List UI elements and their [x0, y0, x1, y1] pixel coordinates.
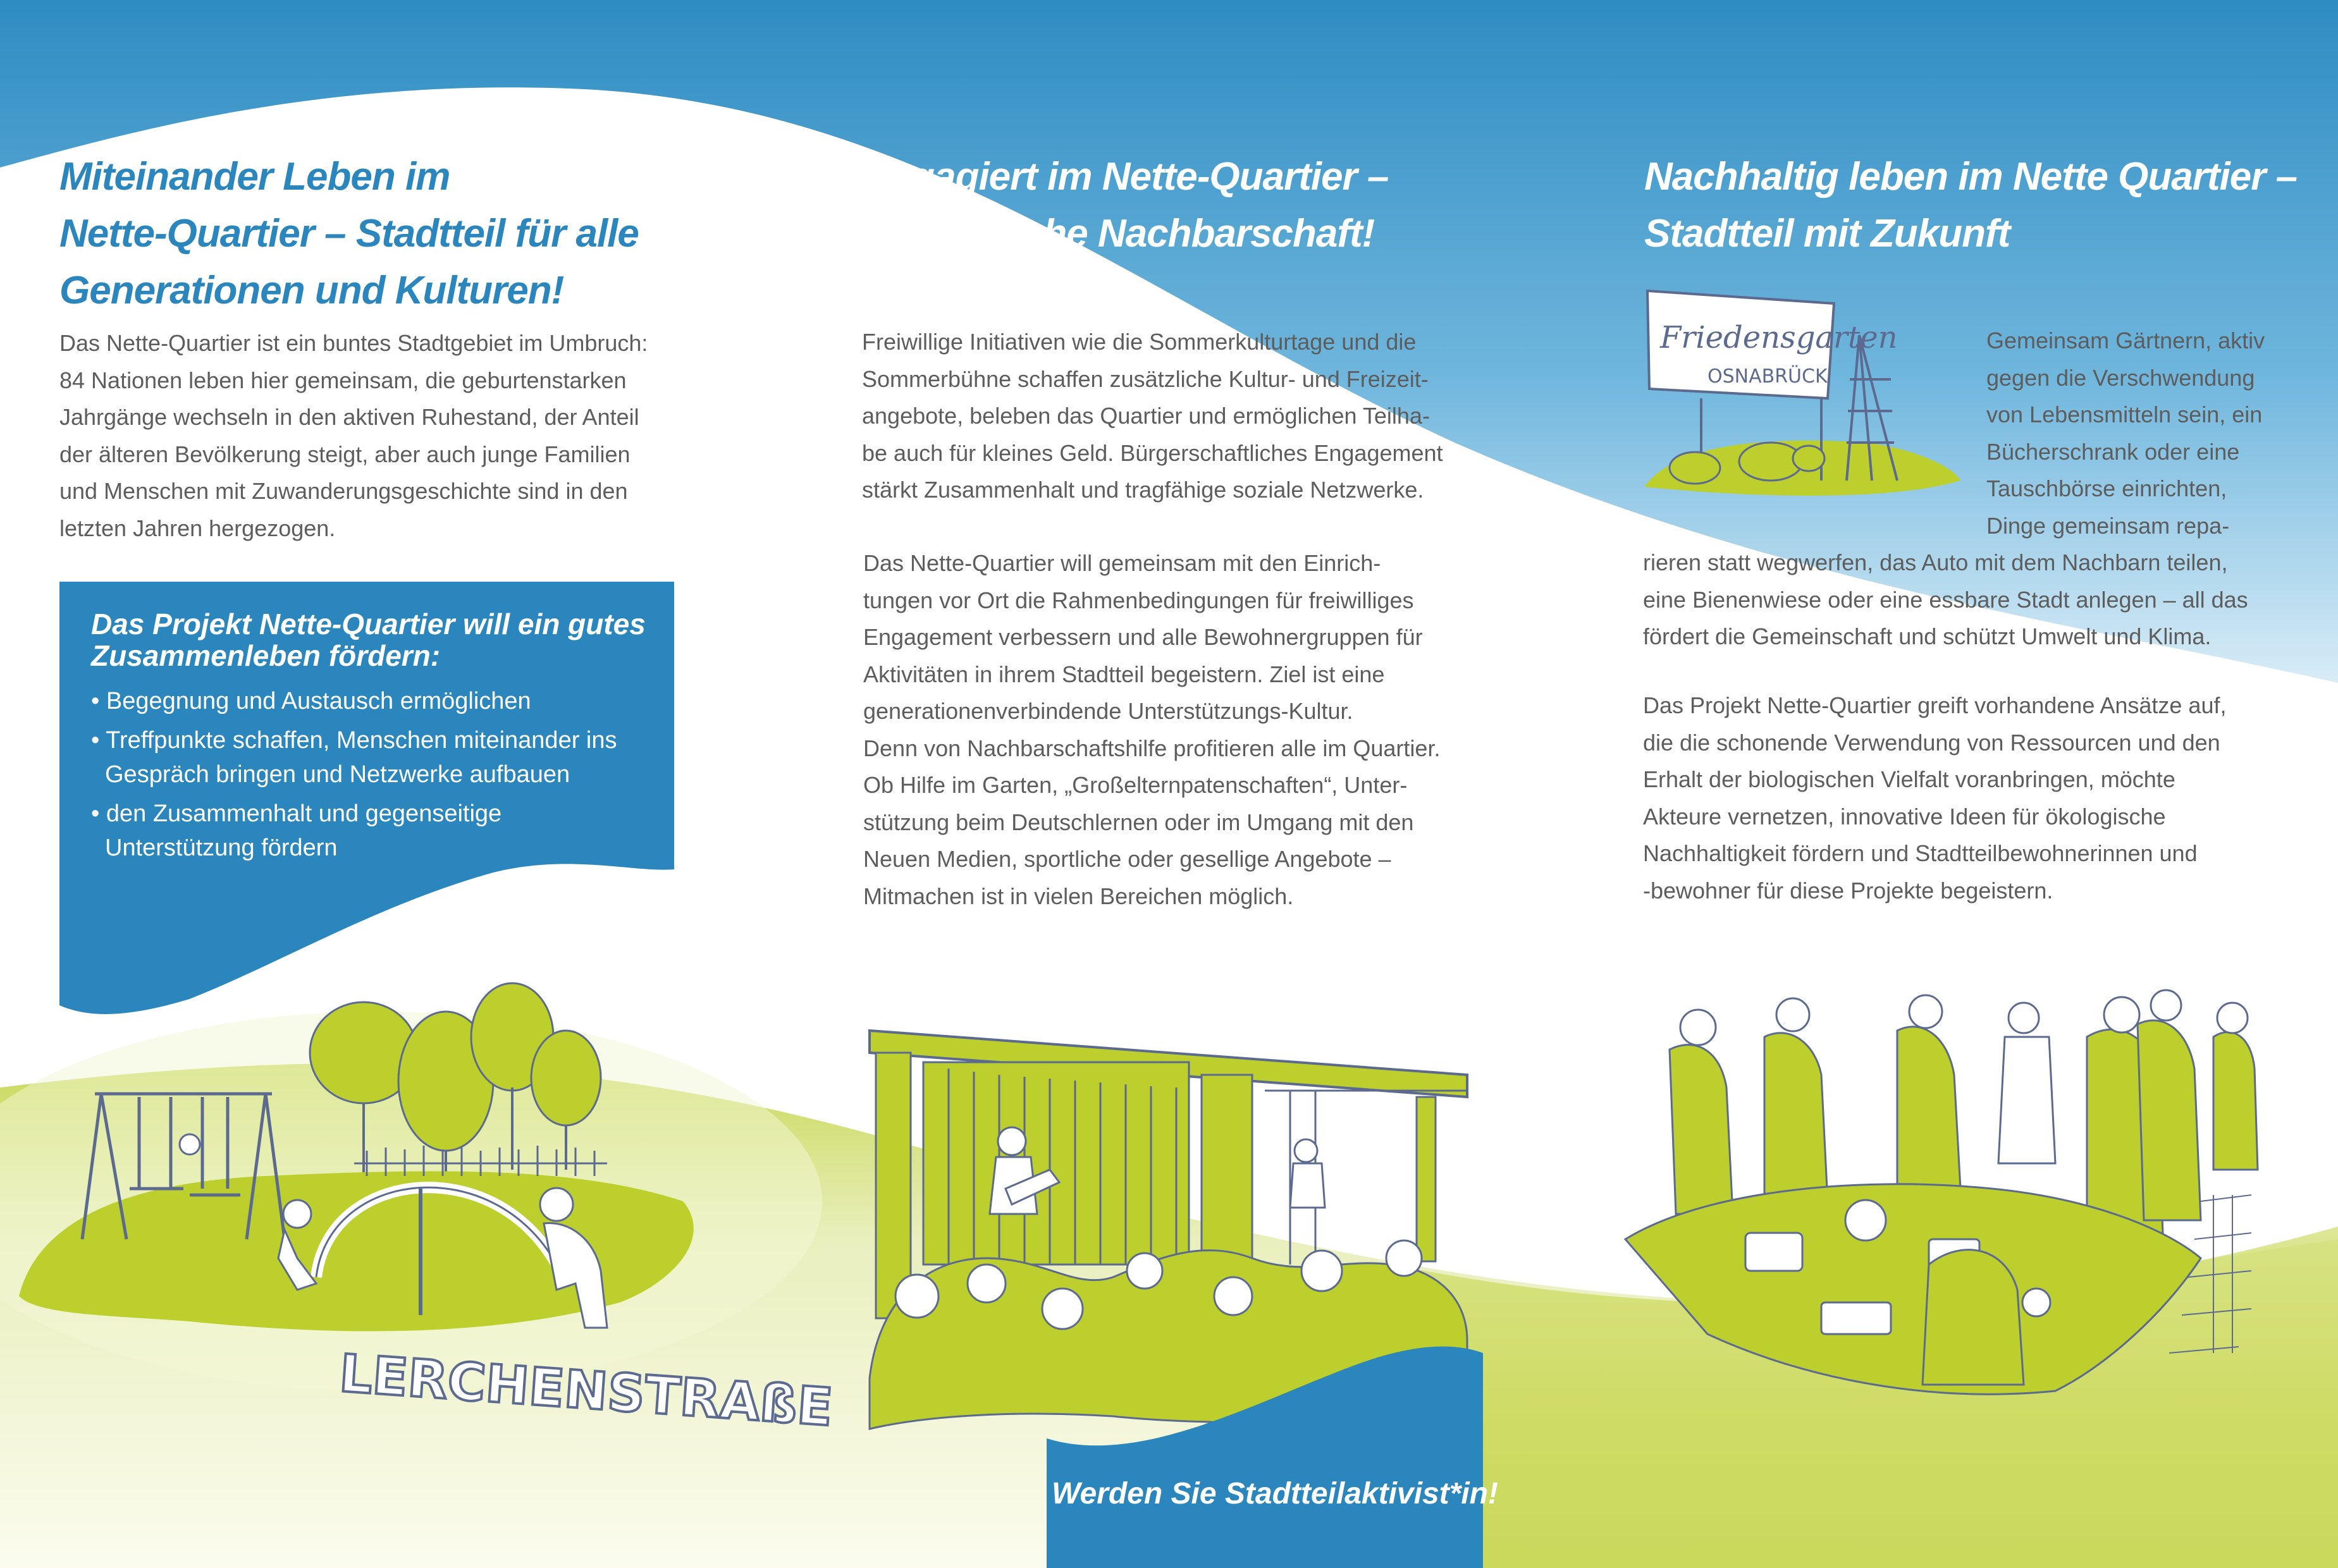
list-item: • den Zusammenhalt und gegenseitige Unterstützung fördern [91, 800, 502, 861]
list-item: • Begegnung und Austausch ermöglichen [91, 688, 531, 714]
sign-text-line2: OSNABRÜCK [1707, 365, 1828, 388]
col3-paragraph-1-right: Gemeinsam Gärtnern, aktiv gegen die Verschwendung von Lebensmitteln sein, ein Bücherschrank oder eine Tauschbörse einrichten, Dinge gemeinsam repa- [1986, 328, 2265, 539]
sign-text-line1: Friedensgarten [1660, 320, 1898, 355]
col2-paragraph-2: Das Nette-Quartier will gemeinsam mit den Einrich- tungen vor Ort die Rahmenbedingungen für freiwilliges Engagement verbessern und alle Bewohnergruppen für Aktivitäten in ihrem Stadtteil begeistern. Ziel ist eine generationenverbindende Unterstützungs-Kultur. Denn von Nachbarschaftshilfe profitieren alle im Quartier. Ob Hilfe im Garten, „Großelternpatenschaften“, Unter- stützung beim Deutschlernen oder im Umgang mit den Neuen Medien, sportliche oder gesellige Angebote – Mitmachen ist in vielen Bereichen möglich. [863, 550, 1441, 909]
graffiti-lerchenstrasse: LERCHENSTRAßE [337, 1344, 835, 1438]
col2-heading: Engagiert im Nette-Quartier – Solidarische Nachbarschaft! [862, 155, 1389, 255]
col3-heading: Nachhaltig leben im Nette Quartier – Stadtteil mit Zukunft [1644, 155, 2298, 255]
col1-paragraph: Das Nette-Quartier ist ein buntes Stadtgebiet im Umbruch: 84 Nationen leben hier gemeinsam, die geburtenstarken Jahrgänge wechseln in den aktiven Ruhestand, der Anteil der älteren Bevölkerung steigt, aber auch junge Familien und Menschen mit Zuwanderungsgeschichte sind in den letzten Jahren hergezogen. [59, 330, 648, 541]
info-box-title: Das Projekt Nette-Quartier will ein gutes Zusammenleben fördern: [91, 608, 646, 672]
col2-paragraph-1: Freiwillige Initiativen wie die Sommerkulturtage und die Sommerbühne schaffen zusätzliche Kultur- und Freizeit- angebote, beleben das Quartier und ermöglichen Teilha- be auch für kleines Geld. Bürgerschaftliches Engagement stärkt Zusammenhalt und tragfähige soziale Netzwerke. [862, 329, 1443, 503]
col3-paragraph-2: Das Projekt Nette-Quartier greift vorhandene Ansätze auf, die die schonende Verwendung von Ressourcen und den Erhalt der biologischen Vielfalt voranbringen, möchte Akteure vernetzen, innovative Ideen für ökologische Nachhaltigkeit fördern und Stadtteilbewohnerinnen und -bewohner für diese Projekte begeistern. [1643, 692, 2227, 903]
cta-text: Werden Sie Stadtteilaktivist*in! [1052, 1477, 1498, 1510]
list-item: • Treffpunkte schaffen, Menschen miteinander ins Gespräch bringen und Netzwerke aufbauen [91, 727, 617, 788]
col3-paragraph-1-full: rieren statt wegwerfen, das Auto mit dem Nachbarn teilen, eine Bienenwiese oder eine essbare Stadt anlegen – all das fördert die Gemeinschaft und schützt Umwelt und Klima. [1643, 549, 2248, 649]
col1-heading: Miteinander Leben im Nette-Quartier – Stadtteil für alle Generationen und Kulturen! [59, 155, 639, 312]
